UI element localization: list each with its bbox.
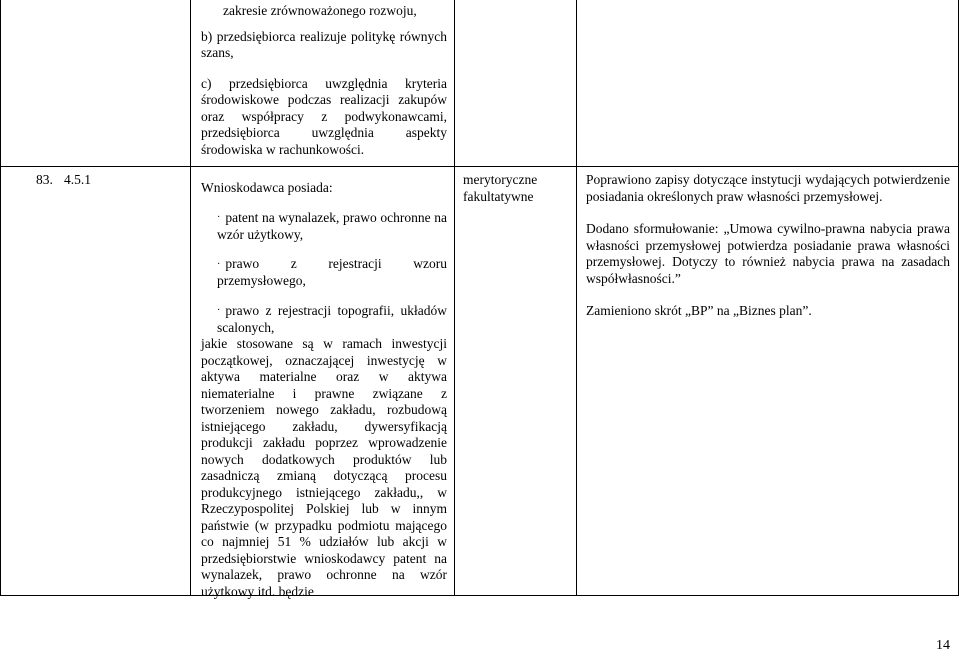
- criterion-body: jakie stosowane są w ramach inwestycji początkowej, oznaczającej inwestycję w aktywa materialne oraz w aktywa niematerialne i prawne związane z tworzeniem nowego zakładu, rozbudową istniejącego zakładu, dywersyfikacją produkcji zakładu poprzez wprowadzenie nowych dodatkowych produktów lub zasadniczą zmianą dotyczącą procesu produkcyjnego istniejącego zakładu,, w Rzeczypospolitej Polskiej lub w innym państwie (w przypadku podmiotu mającego co najmniej 51 % udziałów lub akcji w przedsiębiorstwie wnioskodawcy patent na wynalazek, prawo ochronne na wzór użytkowy itd. będzie: [201, 336, 447, 599]
- criterion-type-cell: merytoryczne fakultatywne: [463, 172, 538, 204]
- row-number: 83.: [36, 172, 53, 187]
- criterion-intro: Wnioskodawca posiada:: [201, 180, 333, 195]
- criteria-item-b: b) przedsiębiorca realizuje politykę równych szans,: [201, 28, 447, 60]
- table-col-divider-1: [190, 0, 191, 596]
- page-number: 14: [936, 638, 950, 653]
- criterion-bullet-3: [201, 303, 447, 337]
- criterion-bullet-2-text: prawo z rejestracji wzoru przemysłowego,: [217, 256, 447, 289]
- top-row-criteria-cell: [201, 3, 447, 158]
- bullet-icon: ·: [217, 258, 221, 270]
- criterion-bullet-3-text: prawo z rejestracji topografii, układów scalonych,: [217, 302, 447, 335]
- criterion-bullet-1: [201, 210, 447, 244]
- table-col-divider-3: [576, 0, 577, 596]
- change-note-1: Poprawiono zapisy dotyczące instytucji wydających potwierdzenie posiadania określonych praw własności przemysłowej.: [586, 172, 950, 204]
- table-border-bottom: [1, 595, 959, 596]
- bullet-icon: ·: [217, 212, 221, 224]
- criterion-description-cell: [201, 180, 447, 600]
- criteria-item-c: c) przedsiębiorca uwzględnia kryteria środowiskowe podczas realizacji zakupów oraz współpracy z podwykonawcami, przedsiębiorca uwzględnia aspekty środowiska w rachunkowości.: [201, 75, 447, 157]
- criterion-bullet-1-text: patent na wynalazek, prawo ochronne na wzór użytkowy,: [217, 209, 447, 242]
- criterion-bullet-2: [201, 256, 447, 290]
- table-row-divider: [1, 166, 959, 167]
- changes-cell: [586, 172, 950, 320]
- change-note-3: Zamieniono skrót „BP” na „Biznes plan”.: [586, 303, 812, 318]
- table-border-left: [0, 0, 1, 596]
- table-border-right: [958, 0, 959, 596]
- change-note-2: Dodano sformułowanie: „Umowa cywilno-prawna nabycia prawa własności przemysłowej potwierdza posiadanie prawa własności przemysłowej. Dotyczy to również nabycia prawa na zasadach współwłasności.”: [586, 221, 950, 286]
- criteria-line-continuation: zakresie zrównoważonego rozwoju,: [223, 3, 417, 18]
- table-col-divider-2: [454, 0, 455, 596]
- bullet-icon: ·: [217, 305, 221, 317]
- criterion-id: 4.5.1: [64, 172, 91, 187]
